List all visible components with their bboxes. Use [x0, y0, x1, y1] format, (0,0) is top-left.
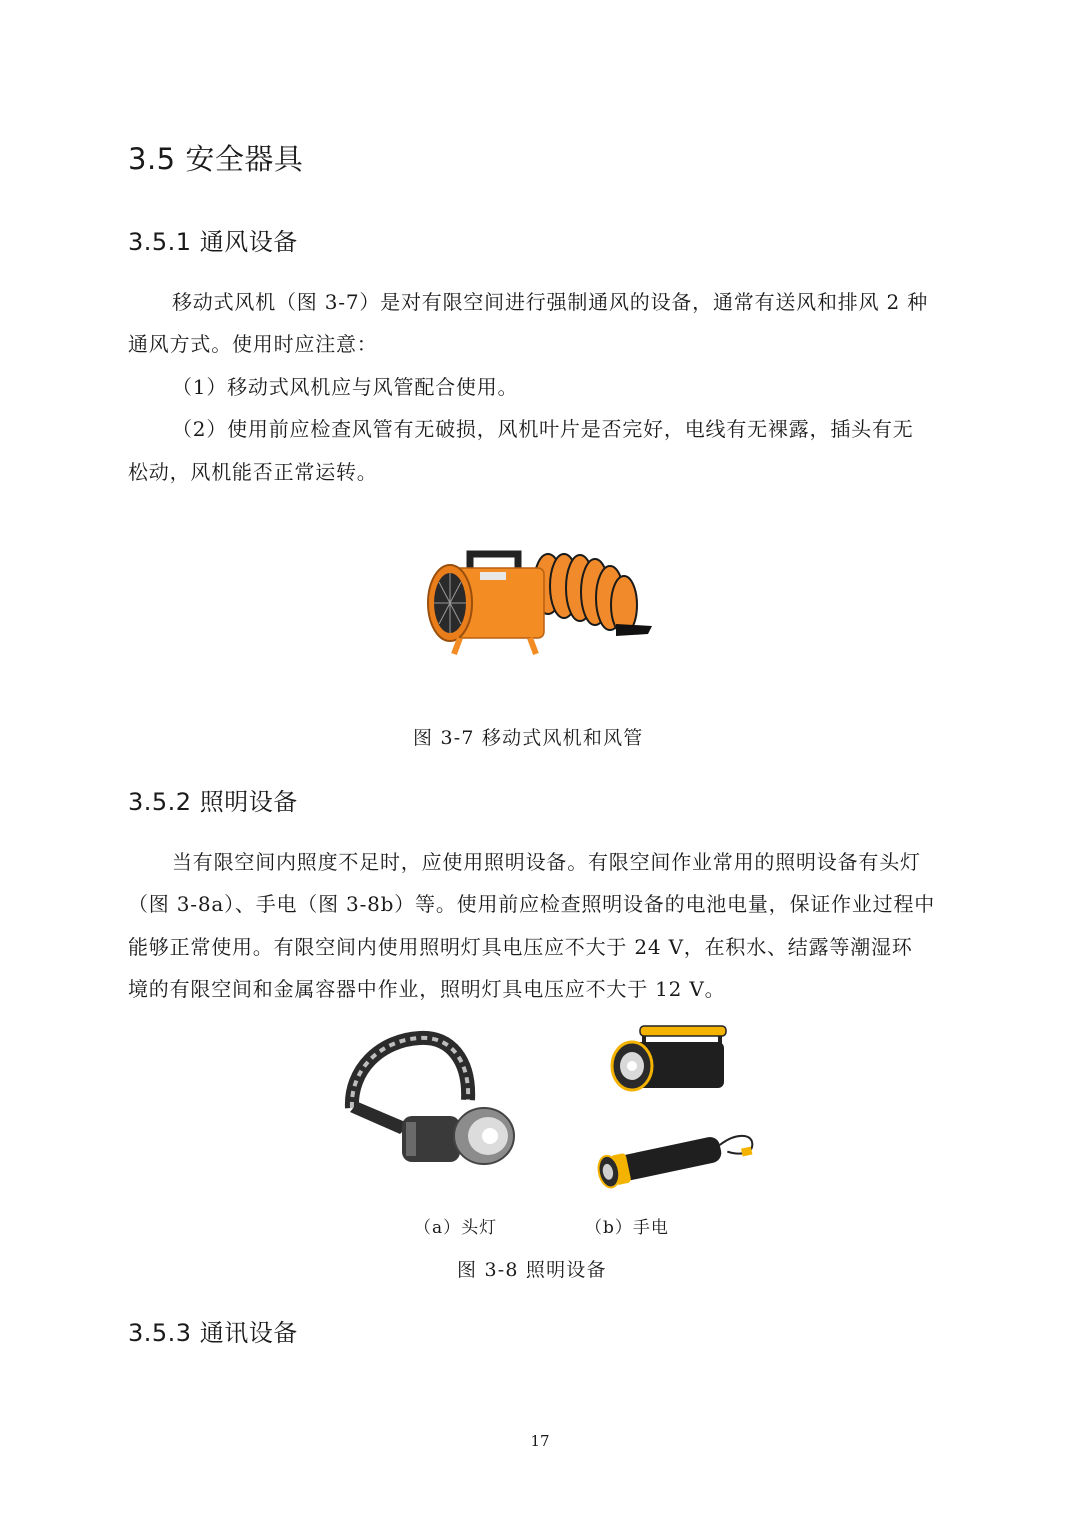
lighting-paragraph-line1: 当有限空间内照度不足时，应使用照明设备。有限空间作业常用的照明设备有头灯 [172, 850, 921, 874]
ventilation-paragraph-line1: 移动式风机（图 3-7）是对有限空间进行强制通风的设备，通常有送风和排风 2 种 [172, 290, 929, 314]
lighting-paragraph-line2: （图 3-8a）、手电（图 3-8b）等。使用前应检查照明设备的电池电量，保证作业过程中 [128, 892, 936, 916]
heading-communication: 3.5.3 通讯设备 [128, 1319, 298, 1347]
page-number: 17 [530, 1432, 550, 1450]
figure-3-7-caption: 图 3-7 移动式风机和风管 [413, 727, 644, 749]
heading-lighting: 3.5.2 照明设备 [128, 788, 298, 816]
ventilation-item-2-line1: （2）使用前应检查风管有无破损，风机叶片是否完好，电线有无裸露，插头有无 [172, 417, 914, 441]
section-title: 3.5 安全器具 [128, 142, 304, 176]
ventilation-item-2-line2: 松动，风机能否正常运转。 [128, 460, 378, 484]
portable-fan-duct-image [420, 542, 660, 660]
headlamp-image [340, 1030, 520, 1170]
heading-ventilation: 3.5.1 通风设备 [128, 228, 298, 256]
ventilation-item-1: （1）移动式风机应与风管配合使用。 [172, 375, 519, 399]
flashlights-image [588, 1020, 768, 1190]
subcaption-headlamp: （a）头灯 [414, 1218, 498, 1238]
lighting-paragraph-line4: 境的有限空间和金属容器中作业，照明灯具电压应不大于 12 V。 [128, 977, 726, 1001]
ventilation-paragraph-line2: 通风方式。使用时应注意： [128, 332, 378, 356]
subcaption-flashlight: （b）手电 [585, 1218, 669, 1238]
lighting-paragraph-line3: 能够正常使用。有限空间内使用照明灯具电压应不大于 24 V，在积水、结露等潮湿环 [128, 935, 913, 959]
figure-3-8-caption: 图 3-8 照明设备 [457, 1259, 607, 1281]
